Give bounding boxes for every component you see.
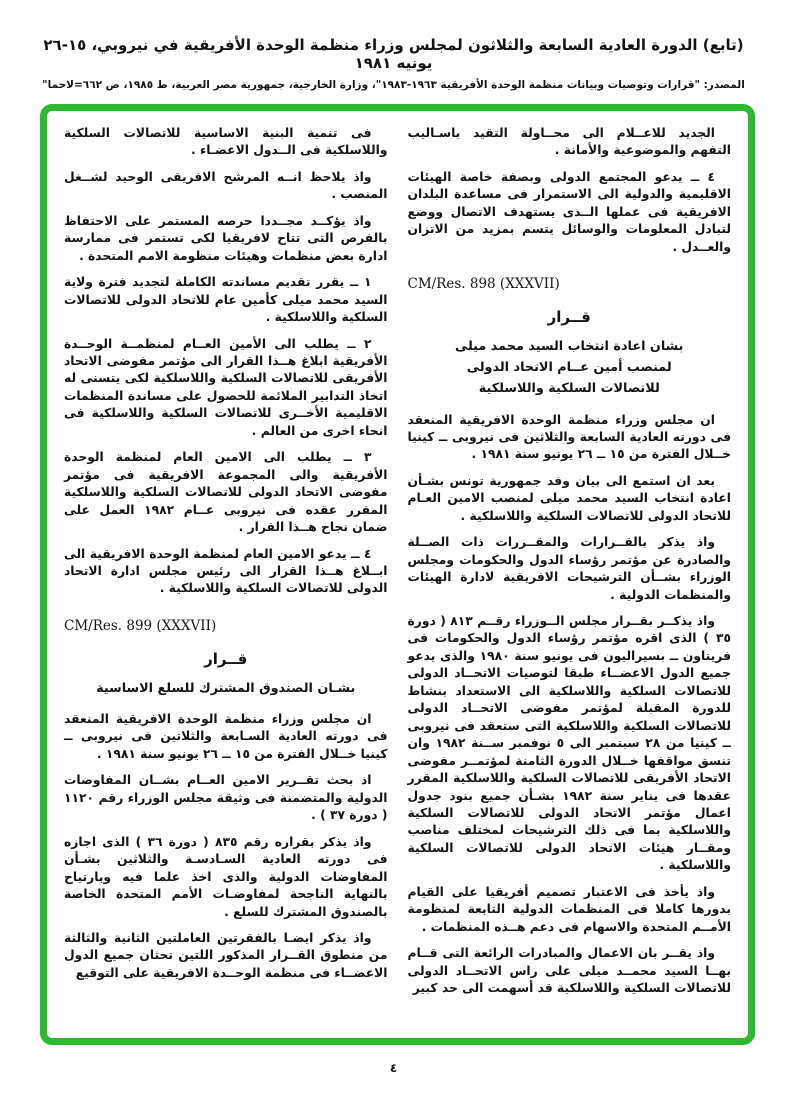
paragraph: فى تنمية البنية الاساسية للاتصالات السلكية واللاسلكية فى الــدول الاعضـاء .: [64, 126, 388, 158]
operative-clause-1: ١ ــ يقرر تقديم مساندته الكاملة لتجديد فترة ولاية السيد محمد ميلى كأمين عام للاتحاد الدولى للاتصالات السلكية واللاسلكية .: [64, 275, 388, 325]
paragraph: واذ يذكر بقراره رقم ٨٣٥ ( دورة ٣٦ ) الذى اجازه فى دورته العادية السـادسـة والثلاثين بشـأن المفاوضات الدولية والذى اخذ علما فيه وبارتياح بالنهاية الناجحة لمفاوضـات الأمم المتحدة الخاصة بالصندوق المشترك للسلع .: [64, 834, 388, 919]
paragraph: ان مجلس وزراء منظمة الوحدة الافريقية المنعقد فى دورته العادية السابعة والثلاثين فى نيروبى ــ كينيا خــلال الفترة من ١٥ ــ ٢٦ يونيو سنة ١٩٨١ .: [407, 412, 731, 462]
page-header: [25, 36, 762, 91]
column-left: [64, 125, 388, 1028]
paragraph: بعد ان استمع الى بيان وفد جمهورية تونس بشـأن اعادة انتخاب السيد محمد ميلى لمنصب الامين العـام للاتحاد الدولى للاتصالات السلكية واللاسلكية .: [407, 473, 731, 523]
resolution-id-898: CM/Res. 898 (XXXVII): [407, 276, 560, 293]
paragraph: واذ يلاحظ انــه المرشح الافريقى الوحيد لشــغل المنصب .: [64, 169, 388, 202]
resolution-title: قــرار: [547, 308, 591, 327]
subtitle-line: بشان اعادة انتخاب السيد محمد ميلى: [455, 339, 684, 355]
paragraph: ٤ ــ يدعو المجتمع الدولى وبصفة خاصة الهيئات الاقليمية والدولية الى الاستمرار فى مساعدة البلدان الافريقية فى عملها الــذى يستهدف الاتصال ووضع لتبادل المعلومات والوسائل يتسم بمزيد من الاتزان والعــدل .: [407, 169, 731, 254]
column-right: [408, 125, 732, 1028]
paragraph: واذ يؤكــد مجــددا حرصه المستمر على الاحتفاظ بالفرص التى تتاح لافريقيا لكى تستمر فى ممارسة ادارة بعض منظمات وهيئات منظومة الامم المتحدة .: [64, 213, 388, 263]
resolution-title: قــرار: [204, 649, 248, 668]
operative-clause-2: ٢ ــ يطلب الى الأمين العــام لمنظمــة الوحــدة الأفريقية ابلاغ هــذا القرار الى مؤتمر مفوضى الاتحاد الأفريقى للاتصالات السلكية واللاسلكية لكى يتسنى له اتخاذ التدابير الملائمة للحصول على مساندة المنظمات الاقليمية الأخــرى للاتصالات السلكية واللاسلكية فى انحاء اخرى من العالم .: [64, 336, 388, 438]
resolution-subtitle: [408, 336, 732, 399]
paragraph: واذ يقــر بان الاعمال والمبادرات الرائعة التى قــام بهــا السيد محمــد ميلى على راس الاتحــاد الدولى للاتصالات السلكية واللاسلكية قد أسهمت الى حد كبير: [407, 946, 731, 996]
paragraph: واذ يذكــر بقــرار مجلس الــوزراء رقــم ٨١٣ ( دورة ٣٥ ) الذى اقره مؤتمر رؤساء الدول والحكومات فى فريتاون ــ بسيراليون فى يونيو سنة ١٩٨٠ والذى يدعو جميع الدول الاعضــاء طبقا لتوصيات الاتحــاد الدولى للاتصالات السلكية واللاسلكية الى الاستعداد بنشاط للدورة المقبلة لمؤتمر مفوضى الاتحــاد الدولى للاتصالات السلكية واللاسلكية التى ستعقد فى نيروبى ــ كينيا من ٢٨ سبتمبر الى ٥ نوفمبر ســنة ١٩٨٢ وان تنسق مواقفها خــلال الدورة الثامنة لمؤتمــر مفوضى الاتحاد الأفريقى للاتصالات السلكية واللاسلكية المقرر عقدها فى يناير سنة ١٩٨٢ بشـأن جميع بنود جدول اعمال مؤتمر الاتحاد الدولى للاتصالات السلكية واللاسلكية بما فى ذلك الترشيحات لمختلف مناصب ومقــار هيئات الاتحاد الدولى للاتصالات السلكية واللاسلكية .: [407, 614, 731, 873]
page-number: ٤: [389, 1061, 398, 1075]
two-column-layout: [64, 125, 731, 1028]
paragraph: الجديد للاعــلام الى محــاولة التقيد باسـاليب التفهم والموضوعية والأمانة .: [407, 126, 731, 158]
resolution-subtitle: [64, 678, 388, 699]
resolution-id-899: CM/Res. 899 (XXXVII): [64, 617, 217, 634]
subtitle-line: بشـان الصندوق المشترك للسلع الاساسية: [96, 680, 356, 696]
session-title: (تابع) الدورة العادية السابعة والثلاثون لمجلس وزراء منظمة الوحدة الأفريقية في نيروبي، ١٥-٢٦ يونيه ١٩٨١: [43, 36, 744, 72]
document-frame: [40, 104, 755, 1045]
operative-clause-4: ٤ ــ يدعو الامين العام لمنظمة الوحدة الافريقية الى ابــلاغ هــذا القرار الى رئيس مجلس ادارة الاتحاد الدولى للاتصالات السلكية واللاسلكية .: [64, 546, 388, 596]
paragraph: واذ يذكر ايضـا بالفقرتين العاملتين الثانية والثالثة من منطوق القــرار المذكور اللتين تحثان جميع الدول الاعضــاء فى منظمة الوحــدة الافريقية على التوقيع: [64, 930, 388, 980]
operative-clause-3: ٣ ــ يطلب الى الامين العام لمنظمة الوحدة الأفريقية والى المجموعة الافريقية فى مؤتمر مفوضى الاتحاد الدولى للاتصالات السلكية واللاسلكية المقرر عقده فى نيروبى عــام ١٩٨٢ العمل على ضمان نجاح هــذا القرار .: [64, 450, 388, 535]
source-citation: المصدر: "قرارات وتوصيات وبيانات منظمة الوحدة الأفريقية ١٩٦٣-١٩٨٣"، وزارة الخارجية، جمهورية مصر العربية، ط ١٩٨٥، ص ٦٦٢=لاحما": [42, 79, 745, 91]
paragraph: اذ بحث تقــرير الامين العــام بشــان المفاوضات الدولية والمتضمنة فى وثيقة مجلس الوزراء رقم ١١٢٠ ( دورة ٣٧ ) .: [64, 773, 388, 823]
subtitle-line: لمنصب أمين عــام الاتحاد الدولى: [466, 360, 672, 376]
paragraph: ان مجلس وزراء منظمة الوحدة الافريقية المنعقد فى دورته العادية السـابعة والثلاثين فى نيروبى ــ كينيا خــلال الفترة من ١٥ ــ ٢٦ يونيو سنة ١٩٨١ .: [64, 711, 388, 761]
subtitle-line: للاتصالات السلكية واللاسلكية: [478, 381, 660, 397]
paragraph: واذ يأخذ فى الاعتبار تصميم أفريقيا على القيام بدورها كاملا فى المنظمات الدولية التابعة لمنظومة الأمــم المتحدة والاسهام فى دعم هــذه المنظمات .: [407, 884, 731, 934]
paragraph: واذ يذكر بالقــرارات والمقــررات ذات الصــلة والصادرة عن مؤتمر رؤساء الدول والحكومات ومجلس الوزراء بشــأن الترشيحات الافريقية لادارة الهيئات والمنظمات الدولية .: [407, 535, 731, 602]
